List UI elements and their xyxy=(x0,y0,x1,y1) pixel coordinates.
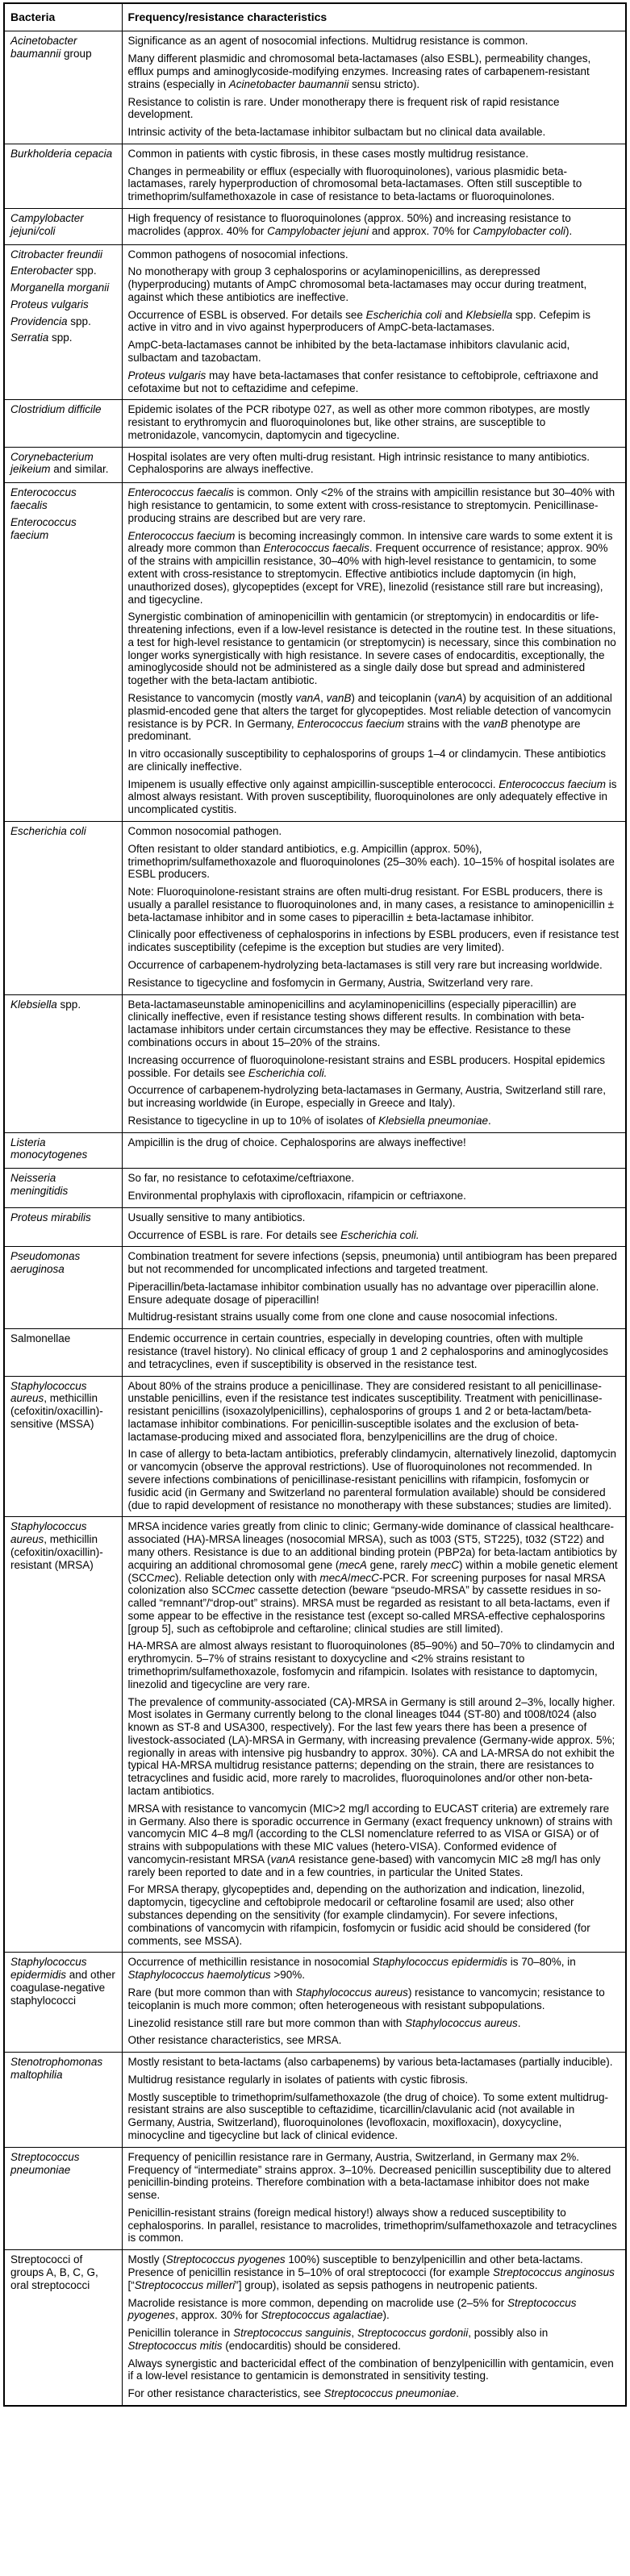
bacteria-name: Morganella morganii xyxy=(10,281,110,294)
characteristic-paragraph: So far, no resistance to cefotaxime/ceftriaxone. xyxy=(127,1172,355,1185)
characteristics-cell xyxy=(122,2250,626,2406)
table-row xyxy=(4,822,626,995)
characteristic-paragraph: Combination treatment for severe infections (sepsis, pneumonia) until antibiogram has been prepared but not recommended for uncomplicated infections and targeted treatment. xyxy=(127,1250,617,1276)
characteristic-paragraph: Mostly susceptible to trimethoprim/sulfamethoxazole (the drug of choice). To some extent multidrug-resistant strains are also susceptible to ceftazidime, ticarcillin/clavulanic acid (not available in Germany, Austria, Switzerland), fluoroquinolones (levofloxacin, moxifloxacin), doxycycline, minocycline and tigecycline but lack of clinical evidence. xyxy=(127,2090,609,2141)
characteristic-paragraph: Usually sensitive to many antibiotics. xyxy=(127,1211,306,1223)
characteristic-paragraph: Ampicillin is the drug of choice. Cephalosporins are always ineffective! xyxy=(127,1136,466,1148)
table-row xyxy=(4,1132,626,1169)
characteristic-paragraph: Piperacillin/beta-lactamase inhibitor combination usually has no advantage over piperacillin alone. Ensure adequate dosage of piperacillin! xyxy=(127,1280,599,1306)
characteristics-cell xyxy=(122,1207,626,1247)
table-body xyxy=(4,31,626,2406)
bacteria-name: Neisseria meningitidis xyxy=(10,1172,69,1197)
characteristic-paragraph: Occurrence of carbapenem-hydrolyzing beta-lactamases is still very rare but increasing worldwide. xyxy=(127,959,603,972)
characteristic-paragraph: No monotherapy with group 3 cephalosporins or acylaminopenicillins, as derepressed (hyperproducing) mutants of AmpC chromosomal beta-lactamases may occur during treatment, against which these antibiotics are ineffective. xyxy=(127,265,587,303)
table-row xyxy=(4,31,626,144)
characteristic-paragraph: Significance as an agent of nosocomial infections. Multidrug resistance is common. xyxy=(127,35,528,48)
bacteria-name: Enterococcus faecalis xyxy=(10,486,77,512)
bacteria-name-cell xyxy=(4,2053,122,2148)
bacteria-name: Escherichia coli xyxy=(10,825,86,837)
characteristic-paragraph: Mostly resistant to beta-lactams (also carbapenems) by various beta-lactamases (partially inducible). xyxy=(127,2056,613,2069)
characteristic-paragraph: In case of allergy to beta-lactam antibiotics, preferably clindamycin, alternatively linezolid, daptomycin or vancomycin (observe the approval restrictions). Use of fluoroquinolones not recommended. In severe infections combinations of penicillinase-resistant penicillins with rifampicin, fosfomycin or fusidic acid (in Germany and Switzerland no parenteral formulation available) should be considered (due to rapid development of resistance no monotherapy with these substances; studies are limited). xyxy=(127,1448,617,1511)
characteristic-paragraph: Note: Fluoroquinolone-resistant strains are often multi-drug resistant. For ESBL producers, there is usually a parallel resistance to fluoroquinolones and, in many cases, a resistance to aminopenicillin ± beta-lactamase inhibitor and in some cases to piperacillin ± beta-lactamase inhibitor. xyxy=(127,886,614,923)
characteristic-paragraph: Penicillin-resistant strains (foreign medical history!) always show a reduced susceptibility to cephalosporins. In parallel, resistance to macrolides, trimethoprim/sulfamethoxazole and tetracyclines is common. xyxy=(127,2206,617,2245)
characteristic-paragraph: Occurrence of methicillin resistance in nosocomial Staphylococcus epidermidis is 70–80%, in Staphylococcus haemolyticus >90%. xyxy=(127,1956,576,1982)
bacteria-name-cell xyxy=(4,1247,122,1329)
table-row xyxy=(4,2147,626,2249)
characteristic-paragraph: Common pathogens of nosocomial infections. xyxy=(127,248,348,261)
bacteria-name: Listeria monocytogenes xyxy=(10,1136,88,1161)
bacteria-name-cell xyxy=(4,2250,122,2406)
column-header-characteristics: Frequency/resistance characteristics xyxy=(122,3,626,31)
bacteria-name-cell xyxy=(4,144,122,208)
characteristic-paragraph: Occurrence of carbapenem-hydrolyzing beta-lactamases in Germany, Austria, Switzerland still rare, but increasing worldwide (in Europe, especially in Greece and Italy). xyxy=(127,1084,606,1110)
bacteria-name-cell xyxy=(4,1207,122,1247)
bacteria-resistance-table xyxy=(3,2,627,2407)
characteristic-paragraph: Endemic occurrence in certain countries, especially in developing countries, often with multiple resistance (travel history). No clinical efficacy of group 1 and 2 cephalosporins and aminoglycosides and tetracyclines, even if susceptibility is observed in the resistance test. xyxy=(127,1332,609,1370)
characteristic-paragraph: Linezolid resistance still rare but more common than with Staphylococcus aureus. xyxy=(127,2016,521,2029)
bacteria-name: Klebsiella spp. xyxy=(10,998,81,1011)
table-row xyxy=(4,1953,626,2053)
characteristics-cell xyxy=(122,483,626,822)
characteristic-paragraph: In vitro occasionally susceptibility to cephalosporins of groups 1–4 or clindamycin. These antibiotics are clinically ineffective. xyxy=(127,748,607,773)
table-row xyxy=(4,1329,626,1376)
characteristic-paragraph: Intrinsic activity of the beta-lactamase inhibitor sulbactam but no clinical data available. xyxy=(127,126,546,139)
bacteria-name: Burkholderia cepacia xyxy=(10,147,113,160)
characteristic-paragraph: About 80% of the strains produce a penicillinase. They are considered resistant to all penicillinase-unstable penicillins, even if the resistance test indicates susceptibility. Treatment with penicillinase-resistant penicillins (isoxazolylpenicillins), cephalosporins of groups 1 and 2 or beta-lactam/beta-lactamase inhibitor combinations. For penicillin-susceptible isolates and the exclusion of beta-lactamase-producing mixed and associated flora, benzylpenicillins are the drug of choice. xyxy=(127,1379,603,1443)
table-row xyxy=(4,994,626,1132)
bacteria-name-cell xyxy=(4,2147,122,2249)
bacteria-name: Enterobacter spp. xyxy=(10,265,97,277)
bacteria-name-cell xyxy=(4,1329,122,1376)
characteristic-paragraph: Often resistant to older standard antibiotics, e.g. Ampicillin (approx. 50%), trimethoprim/sulfamethoxazole and fluoroquinolones (25–30% each). 10–15% of hospital isolates are ESBL producers. xyxy=(127,842,615,881)
table-row xyxy=(4,1207,626,1247)
characteristics-cell xyxy=(122,1517,626,1953)
characteristic-paragraph: Occurrence of ESBL is observed. For details see Escherichia coli and Klebsiella spp. Cefepim is active in vitro and in vivo against hyperproducers of AmpC-beta-lactamases. xyxy=(127,308,591,334)
table-header xyxy=(4,3,626,31)
characteristic-paragraph: Increasing occurrence of fluoroquinolone-resistant strains and ESBL producers. Hospital epidemics possible. For details see Escherichia coli. xyxy=(127,1053,606,1079)
characteristic-paragraph: The prevalence of community-associated (CA)-MRSA in Germany is still around 2–3%, locally higher. Most isolates in Germany currently belong to the clonal lineages t044 (ST-80) and t008/t024 (also known as ST-8 and USA300, respectively). For the last few years there has been a presence of livestock-associated (LA)-MRSA in Germany, with increasing prevalence (Germany-wide approx. 5%; regionally in areas with intensive pig husbandry to approx. 30%). CA and LA-MRSA do not exhibit the typical HA-MRSA multidrug resistance patterns; depending on the strain, there are resistances to tetracyclines and fusidic acid, more rarely to macrolides, fluoroquinolones and/or other non-beta-lactam antibiotics. xyxy=(127,1695,615,1797)
table-row xyxy=(4,244,626,400)
characteristic-paragraph: Enterococcus faecalis is common. Only <2% of the strains with ampicillin resistance but 30–40% with high resistance to gentamicin, to some extent with cross-resistance to streptomycin. Penicillinase-producing strains are described but are very rare. xyxy=(127,486,615,524)
characteristics-cell xyxy=(122,1132,626,1169)
characteristic-paragraph: HA-MRSA are almost always resistant to fluoroquinolones (85–90%) and 50–70% to clindamycin and erythromycin. 5–7% of strains resistant to doxycycline and <2% strains resistant to trimethoprim/sulfamethoxazole, fosfomycin and rifampicin. Isolates with resistance to daptomycin, linezolid and tigecycline are very rare. xyxy=(127,1640,615,1690)
bacteria-name-cell xyxy=(4,447,122,483)
bacteria-name: Streptococcus pneumoniae xyxy=(10,2150,80,2176)
table-row xyxy=(4,144,626,208)
bacteria-name: Clostridium difficile xyxy=(10,403,102,416)
characteristic-paragraph: Rare (but more common than with Staphylococcus aureus) resistance to vancomycin; resistance to teicoplanin is much more common; often heterogeneous with resistant subpopulations. xyxy=(127,1986,605,2011)
table-row xyxy=(4,483,626,822)
characteristics-cell xyxy=(122,2147,626,2249)
bacteria-name: Acinetobacter baumannii group xyxy=(10,35,92,60)
characteristic-paragraph: Multidrug resistance regularly in isolates of patients with cystic fibrosis. xyxy=(127,2073,469,2086)
characteristic-paragraph: Environmental prophylaxis with ciprofloxacin, rifampicin or ceftriaxone. xyxy=(127,1189,466,1202)
characteristic-paragraph: Resistance to tigecycline and fosfomycin in Germany, Austria, Switzerland very rare. xyxy=(127,976,533,989)
characteristics-cell xyxy=(122,1169,626,1208)
characteristic-paragraph: Beta-lactamaseunstable aminopenicillins and acylaminopenicillins (especially piperacillin) are clinically ineffective, even if resistance testing shows different results. In combination with beta-lactamase inhibitors under certain circumstances they may be effective. Resistance to these combinations occurs in about 15–20% of the strains. xyxy=(127,998,585,1048)
bacteria-name: Pseudomonas aeruginosa xyxy=(10,1250,81,1276)
bacteria-name-cell xyxy=(4,1132,122,1169)
characteristic-paragraph: High frequency of resistance to fluoroquinolones (approx. 50%) and increasing resistance to macrolides (approx. 40% for Campylobacter jejuni and approx. 70% for Campylobacter coli). xyxy=(127,211,573,237)
characteristics-cell xyxy=(122,144,626,208)
characteristic-paragraph: Epidemic isolates of the PCR ribotype 027, as well as other more common ribotypes, are mostly resistant to erythromycin and fluoroquinolones but, like other strains, are susceptible to metronidazole, vancomycin, daptomycin and tigecycline. xyxy=(127,403,590,441)
bacteria-name: Stenotrophomonas maltophilia xyxy=(10,2056,103,2081)
table-row xyxy=(4,208,626,244)
bacteria-name: Salmonellae xyxy=(10,1332,71,1345)
table-row xyxy=(4,1169,626,1208)
characteristic-paragraph: Hospital isolates are very often multi-drug resistant. High intrinsic resistance to many antibiotics. Cephalosporins are always ineffective. xyxy=(127,450,590,476)
column-header-bacteria: Bacteria xyxy=(4,3,122,31)
bacteria-name-cell xyxy=(4,1376,122,1517)
characteristic-paragraph: Many different plasmidic and chromosomal beta-lactamases (also ESBL), permeability changes, efflux pumps and aminoglycoside-modifying enzymes. Increasing rates of carbapenem-resistant strains (especially in Acinetobacter baumannii sensu stricto). xyxy=(127,52,591,90)
bacteria-name-cell xyxy=(4,1953,122,2053)
bacteria-name: Staphylococcus epidermidis and other coagulase-negative staphylococci xyxy=(10,1956,115,2007)
characteristics-cell xyxy=(122,244,626,400)
bacteria-name-cell xyxy=(4,483,122,822)
characteristic-paragraph: Common nosocomial pathogen. xyxy=(127,825,282,837)
characteristics-cell xyxy=(122,31,626,144)
table-row xyxy=(4,400,626,447)
characteristics-cell xyxy=(122,2053,626,2148)
bacteria-name: Staphylococcus aureus, methicillin (cefoxitin/oxacillin)-resistant (MRSA) xyxy=(10,1520,103,1571)
characteristic-paragraph: MRSA with resistance to vancomycin (MIC>2 mg/l according to EUCAST criteria) are extremely rare in Germany. Also there is sporadic occurrence in Germany (exact frequency unknown) of strains with vancomycin MIC 4–8 mg/l (according to the CLSI nomenclature referred to as VISA or GISA) or of strains with subpopulations with these MIC values (hetero-VISA). Conformed evidence of vancomycin-resistant MRSA (vanA resistance gene-based) with vancomycin MIC ≥8 mg/l has only rarely been reported to date and in a few countries, in particular the United States. xyxy=(127,1802,613,1878)
characteristics-cell xyxy=(122,1247,626,1329)
bacteria-name: Proteus vulgaris xyxy=(10,298,89,311)
characteristic-paragraph: MRSA incidence varies greatly from clinic to clinic; Germany-wide dominance of classical healthcare-associated (HA)-MRSA lineages (nosocomial MRSA), such as t003 (ST5, ST225), t032 (ST22) and many others. Resistance is due to an additional binding protein (PBP2a) for beta-lactam antibiotics by acquiring an additional chromosomal gene (mecA gene, rarely mecC) within a mobile genetic element (SCCmec). Reliable detection only with mecA/mecC-PCR. For screening purposes for nasal MRSA colonization also SCCmec cassette detection (beware “pseudo-MRSA” by cassette residues in so-called “remnant”/“drop-out” strains). MRSA must be regarded as resistant to all beta-lactams, even if some appear to be effective in the resistance test (except so-called MRSA-effective cephalosporins [group 5], such as ceftobiprole and ceftaroline; clinical studies are still limited). xyxy=(127,1520,618,1635)
characteristic-paragraph: Resistance to colistin is rare. Under monotherapy there is frequent risk of rapid resistance development. xyxy=(127,95,560,121)
bacteria-name-cell xyxy=(4,1517,122,1953)
characteristic-paragraph: Mostly (Streptococcus pyogenes 100%) susceptible to benzylpenicillin and other beta-lactams. Presence of penicillin resistance in 5–10% of oral streptococci (for example Streptococcus anginosus [“Streptococcus milleri”] group), isolated as sepsis pathogens in neutropenic patients. xyxy=(127,2253,615,2291)
characteristics-cell xyxy=(122,400,626,447)
table-row xyxy=(4,1376,626,1517)
characteristic-paragraph: Multidrug-resistant strains usually come from one clone and cause nosocomial infections. xyxy=(127,1311,558,1323)
characteristics-cell xyxy=(122,1953,626,2053)
bacteria-name-cell xyxy=(4,994,122,1132)
characteristic-paragraph: Other resistance characteristics, see MRSA. xyxy=(127,2034,342,2047)
table-row xyxy=(4,447,626,483)
characteristics-cell xyxy=(122,208,626,244)
characteristic-paragraph: Resistance to tigecycline in up to 10% of isolates of Klebsiella pneumoniae. xyxy=(127,1114,491,1127)
characteristic-paragraph: Enterococcus faecium is becoming increasingly common. In intensive care wards to some extent it is already more common than Enterococcus faecalis. Frequent occurrence of resistance; approx. 90% of the strains with ampicillin resistance, 30–40% with high-level resistance to gentamicin, to some extent with cross-resistance to streptomycin. Effective antibiotics include daptomycin (in high, unauthorized doses), glycopeptides (except for VRE), linezolid (resistance still rare but increasing), and tigecycline. xyxy=(127,529,613,606)
characteristic-paragraph: Proteus vulgaris may have beta-lactamases that confer resistance to ceftobiprole, ceftriaxone and cefotaxime but not to ceftazidime and cefepime. xyxy=(127,369,599,394)
characteristic-paragraph: Changes in permeability or efflux (especially with fluoroquinolones), various plasmidic beta-lactamases, rarely hyperproduction of chromosomal beta-lactamases. Often still susceptible to trimethoprim/sulfamethoxazole in case of resistance to beta-lactams or fluoroquinolones. xyxy=(127,165,582,203)
characteristics-cell xyxy=(122,1329,626,1376)
bacteria-name-cell xyxy=(4,822,122,995)
characteristics-cell xyxy=(122,994,626,1132)
bacteria-name: Citrobacter freundii xyxy=(10,248,103,261)
table-row xyxy=(4,2053,626,2148)
bacteria-name: Providencia spp. xyxy=(10,315,91,327)
bacteria-name-cell xyxy=(4,1169,122,1208)
bacteria-name: Campylobacter jejuni/coli xyxy=(10,211,84,237)
table-row xyxy=(4,2250,626,2406)
characteristics-cell xyxy=(122,447,626,483)
characteristic-paragraph: AmpC-beta-lactamases cannot be inhibited by the beta-lactamase inhibitors clavulanic acid, sulbactam and tazobactam. xyxy=(127,339,570,364)
table-row xyxy=(4,1247,626,1329)
bacteria-name: Streptococci of groups A, B, C, G, oral streptococci xyxy=(10,2253,98,2291)
characteristic-paragraph: Imipenem is usually effective only against ampicillin-susceptible enterococci. Enterococcus faecium is almost always resistant. With proven susceptibility, fluoroquinolones are only adequately effective in uncomplicated cystitis. xyxy=(127,777,617,816)
characteristic-paragraph: Occurrence of ESBL is rare. For details see Escherichia coli. xyxy=(127,1228,419,1241)
bacteria-name: Enterococcus faecium xyxy=(10,515,77,541)
characteristic-paragraph: Synergistic combination of aminopenicillin with gentamicin (or streptomycin) in endocarditis or life-threatening infections, even if a low-level resistance is detected in the routine test. In these situations, a test for high-level resistance to gentamicin (or streptomycin) is necessary, since this combination no longer works synergistically with high resistance. In severe cases of endocarditis, exceptionally, the aminoglycoside should not be administered as a single daily dose but spread and administered together with the beta-lactam antibiotic. xyxy=(127,611,616,687)
characteristics-cell xyxy=(122,822,626,995)
characteristics-cell xyxy=(122,1376,626,1517)
bacteria-name: Proteus mirabilis xyxy=(10,1211,91,1223)
characteristic-paragraph: Common in patients with cystic fibrosis, in these cases mostly multidrug resistance. xyxy=(127,147,529,160)
characteristic-paragraph: Clinically poor effectiveness of cephalosporins in infections by ESBL producers, even if resistance test indicates susceptibility (cefepime is the exception but studies are very limited). xyxy=(127,928,620,954)
bacteria-name: Corynebacterium jeikeium and similar. xyxy=(10,450,109,476)
bacteria-name: Serratia spp. xyxy=(10,331,73,344)
characteristic-paragraph: Resistance to vancomycin (mostly vanA, vanB) and teicoplanin (vanA) by acquisition of an additional plasmid-encoded gene that alters the target for glycopeptides. Most reliable detection of vancomycin resistance is by PCR. In Germany, Enterococcus faecium strains with the vanB phenotype are predominant. xyxy=(127,691,612,743)
bacteria-name-cell xyxy=(4,244,122,400)
bacteria-name-cell xyxy=(4,31,122,144)
characteristic-paragraph: Always synergistic and bactericidal effect of the combination of benzylpenicillin with gentamicin, even if a low-level resistance to gentamicin is demonstrated in sensitivity testing. xyxy=(127,2357,614,2382)
bacteria-name-cell xyxy=(4,208,122,244)
header-row xyxy=(4,3,626,31)
characteristic-paragraph: For other resistance characteristics, see Streptococcus pneumoniae. xyxy=(127,2387,459,2400)
bacteria-name-cell xyxy=(4,400,122,447)
characteristic-paragraph: Penicillin tolerance in Streptococcus sanguinis, Streptococcus gordonii, possibly also in Streptococcus mitis (endocarditis) should be considered. xyxy=(127,2327,549,2352)
characteristic-paragraph: For MRSA therapy, glycopeptides and, depending on the authorization and indication, linezolid, daptomycin, tigecycline and ceftobiprole medocaril or ceftaroline fosamil are used; also other substances depending on the sensitivity (for example clindamycin). For severe infections, combinations of vancomycin with rifampicin, fosfomycin or fusidic acid should be considered (for comments, see MSSA). xyxy=(127,1883,590,1947)
table-row xyxy=(4,1517,626,1953)
characteristic-paragraph: Macrolide resistance is more common, depending on macrolide use (2–5% for Streptococcus pyogenes, approx. 30% for Streptococcus agalactiae). xyxy=(127,2296,577,2322)
bacteria-name: Staphylococcus aureus, methicillin (cefoxitin/oxacillin)-sensitive (MSSA) xyxy=(10,1379,103,1430)
characteristic-paragraph: Frequency of penicillin resistance rare in Germany, Austria, Switzerland, in Germany max 2%. Frequency of “intermediate” strains approx. 3–10%. Decreased penicillin susceptibility due to altered penicillin-binding proteins. Therefore combination with a beta-lactamase inhibitor does not make sense. xyxy=(127,2150,611,2202)
